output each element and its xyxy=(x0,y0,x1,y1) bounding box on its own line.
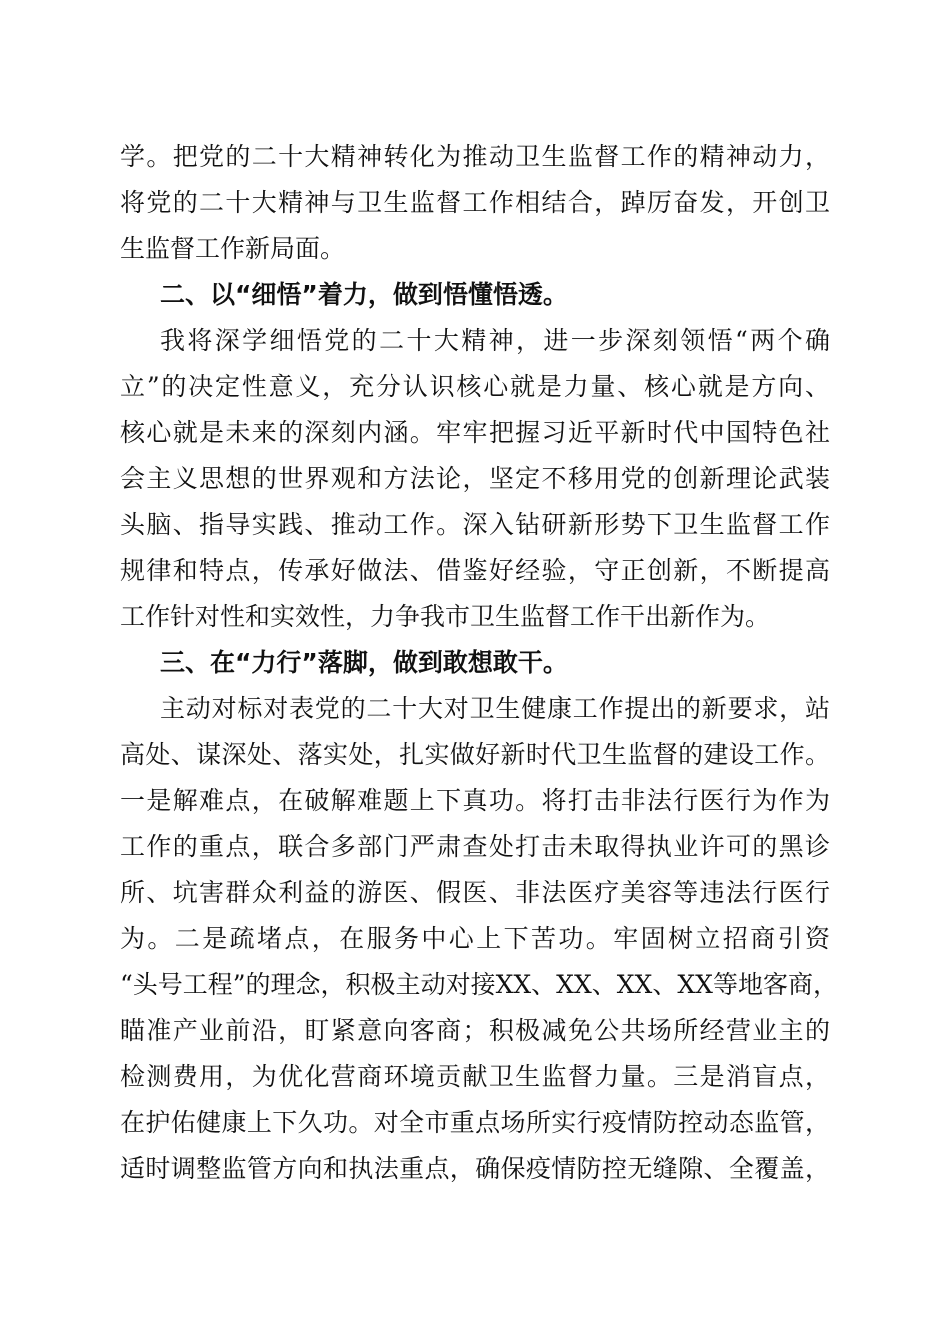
paragraph-line: 工作的重点，联合多部门严肃查处打击未取得执业许可的黑诊 xyxy=(120,832,830,861)
paragraph-line: 立”的决定性意义，充分认识核心就是力量、核心就是方向、 xyxy=(120,372,830,401)
paragraph-line: 适时调整监管方向和执法重点，确保疫情防控无缝隙、全覆盖， xyxy=(120,1154,830,1183)
paragraph-line: 规律和特点，传承好做法、借鉴好经验，守正创新，不断提高 xyxy=(120,556,830,585)
paragraph-1 xyxy=(120,134,830,272)
paragraph-line: 所、坑害群众利益的游医、假医、非法医疗美容等违法行医行 xyxy=(120,878,830,907)
document-body xyxy=(120,134,838,1192)
paragraph-line: “头号工程”的理念，积极主动对接XX、XX、XX、XX等地客商， xyxy=(120,970,838,999)
paragraph-line: 学。把党的二十大精神转化为推动卫生监督工作的精神动力， xyxy=(120,142,830,171)
paragraph-line: 一是解难点，在破解难题上下真功。将打击非法行医行为作为 xyxy=(120,786,830,815)
paragraph-line: 高处、谋深处、落实处，扎实做好新时代卫生监督的建设工作。 xyxy=(120,740,830,769)
section-heading-3: 三、在“力行”落脚，做到敢想敢干。 xyxy=(160,648,568,677)
section-heading-2: 二、以“细悟”着力，做到悟懂悟透。 xyxy=(160,280,568,309)
paragraph-line: 瞄准产业前沿，盯紧意向客商；积极减免公共场所经营业主的 xyxy=(120,1016,830,1045)
paragraph-line: 检测费用，为优化营商环境贡献卫生监督力量。三是消盲点， xyxy=(120,1062,830,1091)
paragraph-line: 核心就是未来的深刻内涵。牢牢把握习近平新时代中国特色社 xyxy=(120,418,830,447)
paragraph-line: 会主义思想的世界观和方法论，坚定不移用党的创新理论武装 xyxy=(120,464,830,493)
paragraph-3 xyxy=(120,686,838,1192)
paragraph-line: 将党的二十大精神与卫生监督工作相结合，踔厉奋发，开创卫 xyxy=(120,188,830,217)
paragraph-line: 工作针对性和实效性，力争我市卫生监督工作干出新作为。 xyxy=(120,602,771,631)
paragraph-line: 我将深学细悟党的二十大精神，进一步深刻领悟“两个确 xyxy=(160,326,830,355)
paragraph-line: 为。二是疏堵点，在服务中心上下苦功。牢固树立招商引资 xyxy=(120,924,830,953)
paragraph-line: 主动对标对表党的二十大对卫生健康工作提出的新要求，站 xyxy=(160,694,830,723)
paragraph-line: 头脑、指导实践、推动工作。深入钻研新形势下卫生监督工作 xyxy=(120,510,830,539)
paragraph-2 xyxy=(120,318,830,640)
paragraph-line: 在护佑健康上下久功。对全市重点场所实行疫情防控动态监管， xyxy=(120,1108,830,1137)
paragraph-line: 生监督工作新局面。 xyxy=(120,234,346,263)
